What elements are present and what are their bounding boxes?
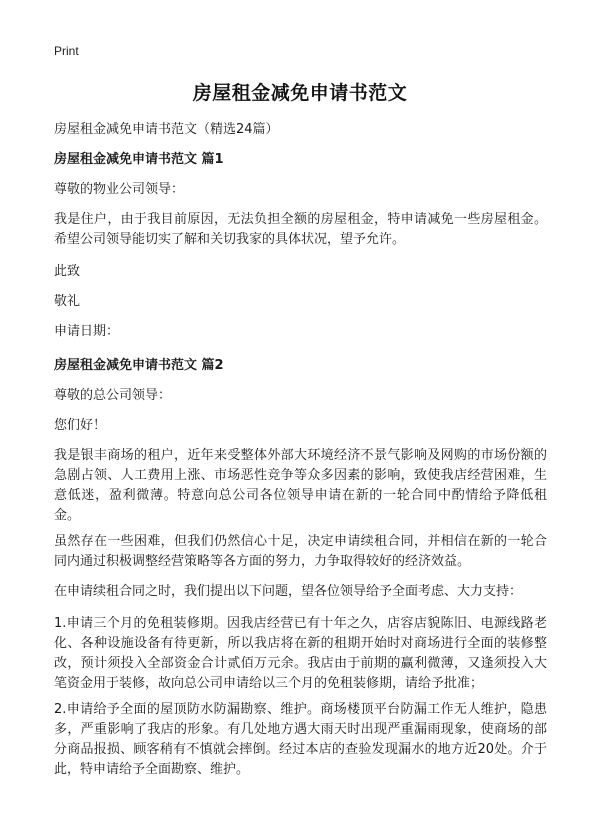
closing-line-2: 敬礼 xyxy=(54,294,81,309)
salutation-2: 尊敬的总公司领导： xyxy=(54,388,172,403)
salutation-1: 尊敬的物业公司领导： xyxy=(54,182,185,197)
list-item-2: 2.申请给予全面的屋顶防水防漏勘察、维护。商场楼顶平台防漏工作无人维护，隐患多，严重影响了我店的形象。有几处地方遇大雨天时出现严重漏雨现象，使商场的部分商品报损、顾客稍有不慎就会摔倒。经过本店的查验发现漏水的地方近20处。介于此，特申请给予全面勘察、维护。 xyxy=(54,702,547,777)
closing-line-1: 此致 xyxy=(54,264,81,279)
body-paragraph-2: 我是银丰商场的租户，近年来受整体外部大环境经济不景气影响及网购的市场份额的急剧占领、人工费用上涨、市场恶性竞争等众多因素的影响，致使我店经营困难，生意低迷，盈利微薄。特意向总公司各位领导申请在新的一轮合同中酌情给予降低租金。 xyxy=(54,448,547,523)
subtitle: 房屋租金减免申请书范文（精选24篇） xyxy=(54,122,279,137)
section-heading-2: 房屋租金减免申请书范文 篇2 xyxy=(54,358,224,373)
page-title: 房屋租金减免申请书范文 xyxy=(192,82,408,104)
body-paragraph-4: 在申请续租合同之时，我们提出以下问题，望各位领导给予全面考虑、大力支持： xyxy=(54,584,523,599)
section-heading-1: 房屋租金减免申请书范文 篇1 xyxy=(54,152,224,167)
date-label: 申请日期： xyxy=(54,324,120,339)
body-paragraph-3: 虽然存在一些困难，但我们仍然信心十足，决定申请续租合同，并相信在新的一轮合同内通过积极调整经营策略等各方面的努力，力争取得较好的经济效益。 xyxy=(54,534,547,569)
print-link[interactable]: Print xyxy=(54,44,79,58)
body-paragraph-1: 我是住户，由于我目前原因，无法负担全额的房屋租金，特申请减免一些房屋租金。希望公司领导能切实了解和关切我家的具体状况，望予允许。 xyxy=(54,212,547,247)
greeting: 您们好！ xyxy=(54,418,107,433)
list-item-1: 1.申请三个月的免租装修期。因我店经营已有十年之久，店容店貌陈旧、电源线路老化、各种设施设备有待更新，所以我店将在新的租期开始时对商场进行全面的装修整改，预计须投入全部资金合计贰佰万元余。我店由于前期的赢利微薄，又逢须投入大笔资金用于装修，故向总公司申请给以三个月的免租装修期，请给予批准； xyxy=(54,616,547,691)
